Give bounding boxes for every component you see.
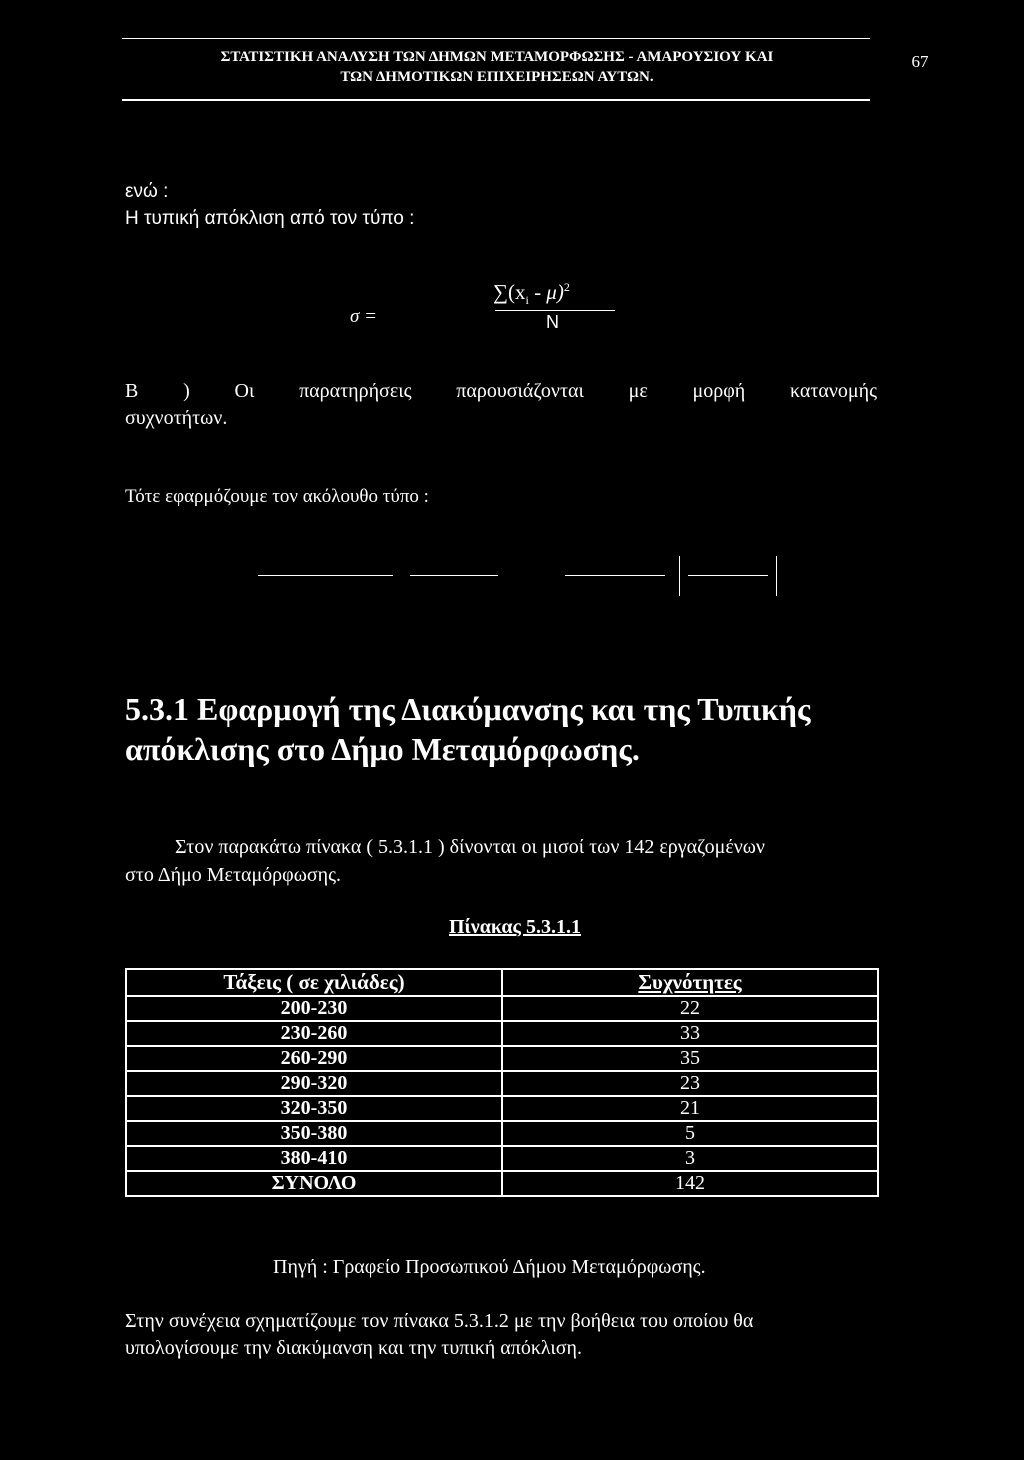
table-row <box>126 1096 878 1121</box>
total-label: ΣΥΝΟΛΟ <box>126 1171 502 1196</box>
frequency-value: 33 <box>502 1021 878 1046</box>
formula-placeholder-bracket <box>679 556 777 596</box>
class-range: 230-260 <box>126 1021 502 1046</box>
table-intro-line-1: Στον παρακάτω πίνακα ( 5.3.1.1 ) δίνονται οι μισοί των 142 εργαζομένων <box>175 836 765 858</box>
header-title-line-2: ΤΩΝ ΔΗΜΟΤΙΚΩΝ ΕΠΙΧΕΙΡΗΣΕΩΝ ΑΥΤΩΝ. <box>340 69 654 85</box>
class-range: 200-230 <box>126 996 502 1021</box>
formula-placeholder-line-2 <box>410 575 498 576</box>
page-number: 67 <box>911 52 929 71</box>
section-heading-line-2: απόκλισης στο Δήμο Μεταμόρφωσης. <box>125 731 640 767</box>
case-b-line-2: συχνοτήτων. <box>125 407 228 429</box>
class-range: 380-410 <box>126 1146 502 1171</box>
table-total-row <box>126 1171 878 1196</box>
table-row <box>126 1071 878 1096</box>
fraction-bar <box>495 310 615 311</box>
table-row <box>126 1021 878 1046</box>
formula-lhs: σ = <box>350 306 377 327</box>
table-caption: Πίνακας 5.3.1.1 <box>449 916 581 938</box>
closing-line-1: Στην συνέχεια σχηματίζουμε τον πίνακα 5.3.1.2 με την βοήθεια του οποίου θα <box>125 1310 754 1332</box>
header-classes: Τάξεις ( σε χιλιάδες) <box>126 969 502 996</box>
formula-placeholder-line-1 <box>258 575 393 576</box>
table-source: Πηγή : Γραφείο Προσωπικού Δήμου Μεταμόρφωσης. <box>273 1256 706 1278</box>
then-text: Τότε εφαρμόζουμε τον ακόλουθο τύπο : <box>125 486 429 507</box>
class-range: 260-290 <box>126 1046 502 1071</box>
frequency-value: 35 <box>502 1046 878 1071</box>
frequency-value: 3 <box>502 1146 878 1171</box>
table-row <box>126 996 878 1021</box>
frequency-value: 21 <box>502 1096 878 1121</box>
table-row <box>126 1121 878 1146</box>
total-value: 142 <box>502 1171 878 1196</box>
intro-line-1: ενώ : <box>125 181 169 202</box>
frequency-table <box>125 968 879 1197</box>
formula-denominator: N <box>546 312 559 332</box>
header-top-rule <box>122 38 870 39</box>
header-title-line-1: ΣΤΑΤΙΣΤΙΚΗ ΑΝΑΛΥΣΗ ΤΩΝ ΔΗΜΩΝ ΜΕΤΑΜΟΡΦΩΣΗΣ - ΑΜΑΡΟΥΣΙΟΥ ΚΑΙ <box>220 49 774 65</box>
frequency-value: 22 <box>502 996 878 1021</box>
formula-placeholder-line-3 <box>565 575 665 576</box>
intro-line-2: Η τυπική απόκλιση από τον τύπο : <box>125 208 415 229</box>
frequency-value: 23 <box>502 1071 878 1096</box>
std-dev-formula <box>350 280 650 350</box>
closing-line-2: υπολογίσουμε την διακύμανση και την τυπική απόκλιση. <box>125 1337 582 1359</box>
table-row <box>126 1146 878 1171</box>
formula-numerator: $\sum(x_i - \mu)^2$ <box>493 280 570 308</box>
class-range: 320-350 <box>126 1096 502 1121</box>
class-range: 290-320 <box>126 1071 502 1096</box>
table-intro-line-2: στο Δήμο Μεταμόρφωσης. <box>125 864 342 886</box>
frequency-value: 5 <box>502 1121 878 1146</box>
formula-placeholder-line-4 <box>688 575 768 576</box>
section-heading-line-1: 5.3.1 Εφαρμογή της Διακύμανσης και της Τυπικής <box>125 691 811 727</box>
header-bottom-rule <box>122 99 870 101</box>
case-b-line-1: Β ) Οι παρατηρήσεις παρουσιάζονται με μορφή κατανομής <box>125 380 877 402</box>
class-range: 350-380 <box>126 1121 502 1146</box>
table-row <box>126 1046 878 1071</box>
header-frequencies: Συχνότητες <box>502 969 878 996</box>
table-header-row <box>126 969 878 996</box>
